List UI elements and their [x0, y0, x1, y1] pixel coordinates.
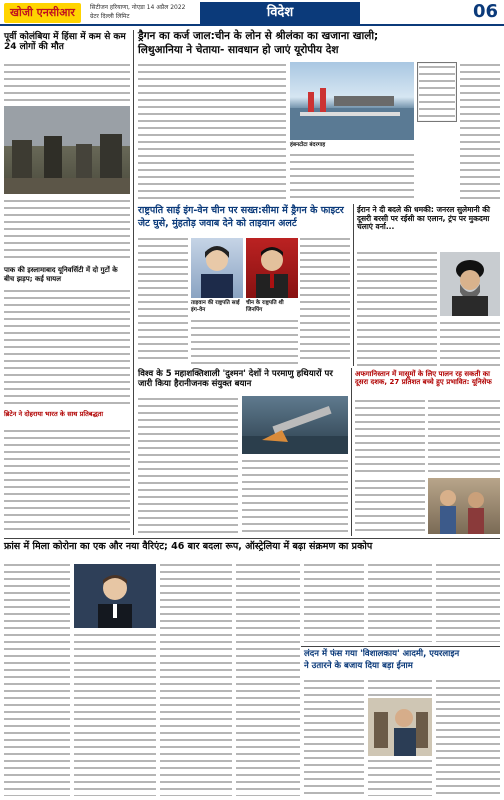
- london-top-divider: [301, 646, 500, 647]
- raisi-portrait-art: [440, 252, 500, 316]
- pak-university-text: [4, 288, 130, 406]
- britain-subhead: ब्रिटेन ने दोहराया भारत के साथ प्रतिबद्धता: [4, 410, 104, 418]
- china-lanka-headline-1: ड्रैगन का कर्ज जाल:चीन के लोन से श्रीलंका का खजाना खाली;: [138, 30, 379, 42]
- passenger-photo-art: [368, 698, 432, 756]
- page-number: 06: [472, 1, 498, 22]
- xi-jinping-photo: [246, 238, 298, 298]
- macron-portrait-art: [74, 564, 156, 628]
- xi-photo-caption: चीन के राष्ट्रपति शी जिनपिंग: [246, 300, 284, 313]
- iran-text: [357, 250, 437, 366]
- britain-text: [4, 428, 130, 532]
- taiwan-text-right: [300, 236, 350, 364]
- london-text-4: [436, 678, 500, 796]
- colombia-photo: [4, 106, 130, 194]
- macron-photo: [74, 564, 156, 628]
- column-divider-iran: [353, 204, 354, 366]
- pak-university-headline: पाक की इस्लामाबाद यूनिवर्सिटी में दो गुटों के बीच झड़प; कई घायल: [4, 266, 118, 283]
- missile-photo: [242, 396, 348, 454]
- enemies-text-right: [242, 458, 348, 534]
- raisi-photo: [440, 252, 500, 316]
- france-text-1: [4, 562, 70, 796]
- iran-headline: ईरान ने दी बदले की धमकी: जनरल सुलेमानी की दूसरी बरसी पर रईसी का एलान, ट्रंप पर मुकदमा चलाएं वर्ना...: [357, 205, 490, 232]
- port-photo-caption: हंबनटोटा बंदरगाह: [290, 142, 326, 148]
- france-text-5: [304, 562, 364, 642]
- colombia-photo-art: [4, 106, 130, 194]
- iran-text-right: [440, 320, 500, 366]
- masthead-dateline: सिटीजन हरियाणा, नोएडा 14 अप्रैल 2022: [90, 4, 186, 11]
- colombia-headline: पूर्वी कोलंबिया में हिंसा में कम से कम 24 लोगों की मौत: [4, 32, 126, 53]
- london-text-3: [368, 758, 432, 796]
- port-photo-art: [290, 62, 414, 140]
- france-text-6: [368, 562, 432, 642]
- newspaper-logo: खोजी एनसीआर: [4, 3, 81, 23]
- column-divider-afghan: [351, 368, 352, 536]
- taiwan-text-bottom: [191, 318, 298, 364]
- china-lanka-text-right: [460, 62, 500, 202]
- section-title: विदेश: [200, 2, 360, 24]
- tsai-portrait-art: [191, 238, 243, 298]
- masthead-edition: ग्रेटर दिल्ली लिमिट: [90, 13, 130, 20]
- china-lanka-headline-2: लिथुआनिया ने चेताया- सावधान हो जाएं यूरोपीय देश: [138, 44, 339, 56]
- london-headline-1: लंदन में फंस गया 'विशालकाय' आदमी, एयरलाइन: [304, 649, 460, 659]
- afghan-text-left: [355, 398, 425, 476]
- france-text-3: [160, 562, 232, 796]
- masthead: [0, 0, 504, 26]
- taiwan-headline-2: जेट घुसे, मुंहतोड़ जवाब देने को ताइवान अलर्ट: [138, 218, 297, 229]
- hambantota-port-photo: [290, 62, 414, 140]
- china-lanka-text-mid: [290, 152, 414, 202]
- enemies-headline: विश्व के 5 महाशक्तिशाली 'दुश्मन' देशों ने परमाणु हथियारों पर जारी किया हैरानीजनक संयुक्त बयान: [138, 369, 333, 389]
- france-text-7: [436, 562, 500, 642]
- afghan-headline: अफगानिस्तान में मासूमों के लिए पालन रह सकती का दूसरा दशक, 27 प्रतिशत बच्चे हुए प्रभावित: यूनिसेफ: [355, 370, 492, 387]
- taiwan-text-left: [138, 236, 188, 364]
- france-text-4: [236, 562, 300, 796]
- france-text-2: [74, 632, 156, 796]
- tsai-photo-caption: ताइवान की राष्ट्रपति साई इंग-वेन: [191, 300, 240, 313]
- london-text-2: [368, 678, 432, 696]
- colombia-body-text: [4, 198, 130, 262]
- masthead-meta: [90, 3, 185, 21]
- xi-portrait-art: [246, 238, 298, 298]
- afghan-children-photo: [428, 478, 500, 534]
- tsai-ing-wen-photo: [191, 238, 243, 298]
- colombia-intro-text: [4, 62, 130, 104]
- missile-photo-art: [242, 396, 348, 454]
- london-text-1: [304, 678, 364, 796]
- sidebar-box-text: [419, 64, 455, 120]
- france-headline: फ्रांस में मिला कोरोना का एक और नया वैरिएंट; 46 बार बदला रूप, ऑस्ट्रेलिया में बढ़ा संक्रमण का प्रकोप: [4, 541, 373, 552]
- taiwan-headline-1: राष्ट्रपति साई इंग-वेन चीन पर सख्त:सीमा में ड्रैगन के फाइटर: [138, 205, 344, 216]
- enemies-text-left: [138, 396, 238, 534]
- afghan-text-bottom: [355, 478, 425, 534]
- afghan-photo-art: [428, 478, 500, 534]
- china-lanka-text-left: [138, 62, 286, 202]
- horizontal-divider: [4, 538, 500, 539]
- afghan-text-right: [428, 398, 500, 476]
- london-headline-2: ने उतारने के बजाय दिया बड़ा ईनाम: [304, 661, 413, 671]
- airline-passenger-photo: [368, 698, 432, 756]
- column-divider-left: [133, 30, 134, 535]
